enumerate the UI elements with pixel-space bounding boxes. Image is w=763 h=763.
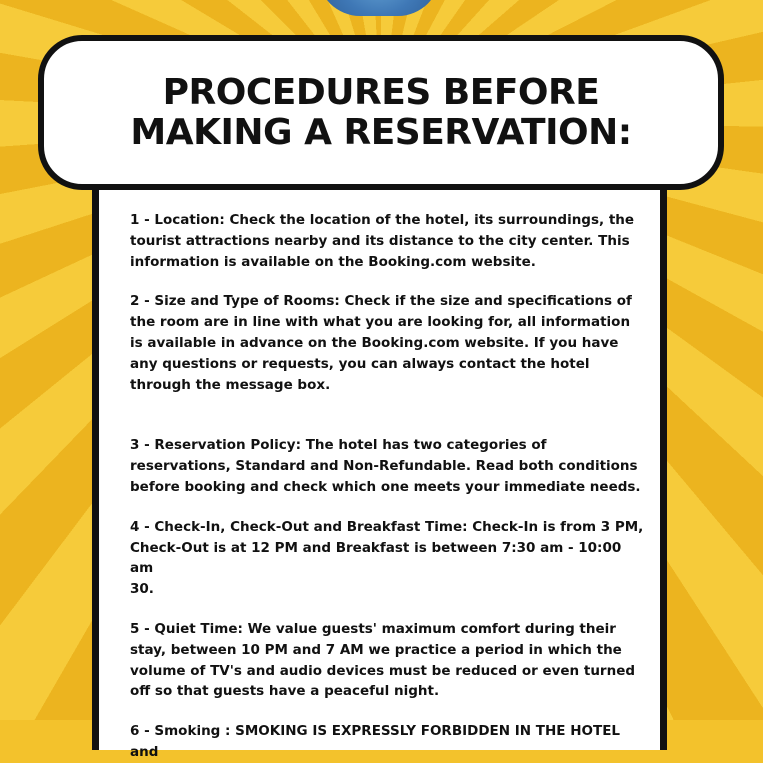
page-title: PROCEDURES BEFORE MAKING A RESERVATION: <box>130 71 632 153</box>
procedure-item-quiet-time: 5 - Quiet Time: We value guests' maximum comfort during their stay, between 10 PM and 7 AM we practice a period in which the volume of TV's and audio devices must be reduced or even turned off so that guests have a peaceful night. <box>130 620 636 700</box>
procedure-item-check-times: 4 - Check-In, Check-Out and Breakfast Time: Check-In is from 3 PM, Check-Out is at 12 PM and Breakfast is between 7:30 am - 10:00 am 30. <box>130 518 644 598</box>
procedure-item-reservation-policy: 3 - Reservation Policy: The hotel has two categories of reservations, Standard and Non-Refundable. Read both conditions before booking and check which one meets your immediate needs. <box>130 437 641 495</box>
procedure-list <box>130 210 645 763</box>
procedure-item-location: 1 - Location: Check the location of the hotel, its surroundings, the tourist attractions nearby and its distance to the city center. This information is available on the Booking.com website. <box>130 212 635 270</box>
procedure-item-rooms: 2 - Size and Type of Rooms: Check if the size and specifications of the room are in line with what you are looking for, all information is available in advance on the Booking.com website. If you have any questions or requests, you can always contact the hotel through the message box. <box>130 293 632 393</box>
title-banner <box>38 35 724 190</box>
procedure-item-smoking: 6 - Smoking : SMOKING IS EXPRESSLY FORBIDDEN IN THE HOTEL and <box>130 723 621 760</box>
